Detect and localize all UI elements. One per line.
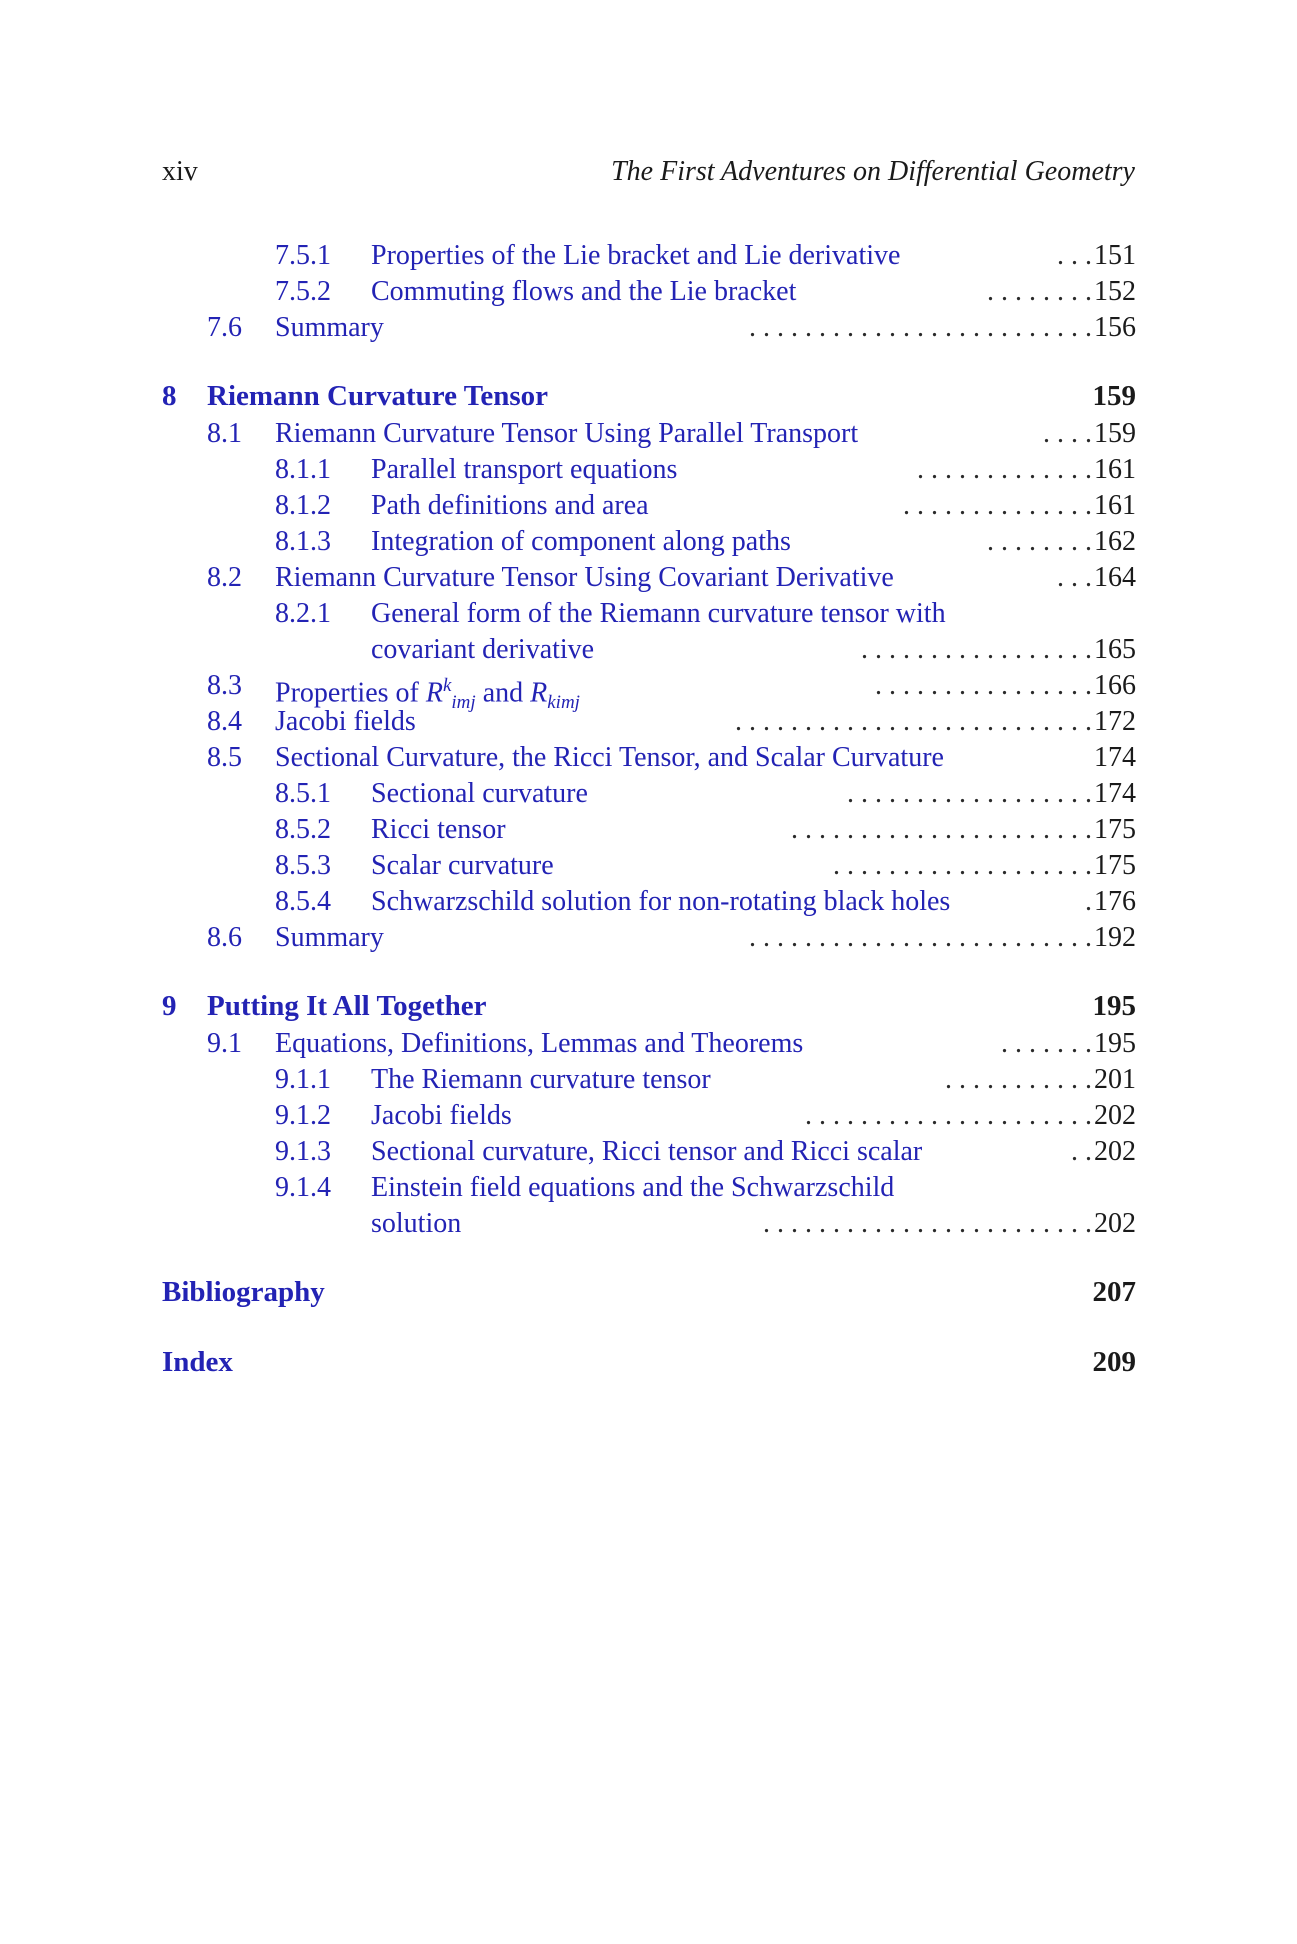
toc-index[interactable]: [162, 1342, 1136, 1382]
toc-entry-8-2-1-continued[interactable]: [162, 632, 1136, 668]
toc-page: 161: [1094, 490, 1136, 521]
toc-title[interactable]: General form of the Riemann curvature tensor with: [371, 598, 946, 629]
leader-dots: . . . . . . . . . . . . . . . . . . . . . . . .: [763, 1208, 1092, 1239]
index-title[interactable]: Index: [162, 1346, 233, 1378]
toc-number: 8.4: [207, 706, 242, 737]
toc-page: 161: [1094, 454, 1136, 485]
toc-title[interactable]: Ricci tensor: [371, 814, 506, 845]
toc-page: 201: [1094, 1064, 1136, 1095]
toc-number: 9.1.1: [275, 1064, 331, 1095]
index-page: 209: [1092, 1346, 1136, 1378]
leader-dots: . . . . . . . . . . . . . . . .: [875, 670, 1092, 701]
toc-entry-8-5[interactable]: [162, 740, 1136, 776]
toc-number: 8.1.1: [275, 454, 331, 485]
toc-entry-9-1[interactable]: [162, 1026, 1136, 1062]
toc-entry-8-1-1[interactable]: [162, 452, 1136, 488]
toc-entry-8-2[interactable]: [162, 560, 1136, 596]
toc-number: 8.1: [207, 418, 242, 449]
chapter-title[interactable]: Putting It All Together: [207, 990, 487, 1022]
running-title: The First Adventures on Differential Geometry: [611, 156, 1135, 187]
toc-number: 7.5.2: [275, 276, 331, 307]
toc-number: 8.2: [207, 562, 242, 593]
toc-page: 202: [1094, 1136, 1136, 1167]
toc-chapter-8[interactable]: [162, 376, 1136, 416]
bibliography-title[interactable]: Bibliography: [162, 1276, 325, 1308]
toc-title[interactable]: Jacobi fields: [371, 1100, 512, 1131]
toc-entry-7-6[interactable]: [162, 310, 1136, 346]
toc-number: 9.1.3: [275, 1136, 331, 1167]
toc-title[interactable]: Jacobi fields: [275, 706, 416, 737]
leader-dots: . . . . . . . . . . .: [945, 1064, 1092, 1095]
toc-title-continued[interactable]: covariant derivative: [371, 634, 595, 665]
toc-page: 174: [1094, 778, 1136, 809]
leader-dots: . . . . . . . . . . . . . . . . . .: [847, 778, 1092, 809]
leader-dots: . . . . . . . . . . . . . . . . . . .: [833, 850, 1092, 881]
toc-entry-9-1-2[interactable]: [162, 1098, 1136, 1134]
toc-page: 195: [1094, 1028, 1136, 1059]
toc-entry-9-1-1[interactable]: [162, 1062, 1136, 1098]
toc-page: 151: [1094, 240, 1136, 271]
toc-entry-8-5-4[interactable]: [162, 884, 1136, 920]
toc-number: 7.5.1: [275, 240, 331, 271]
toc-entry-8-6[interactable]: [162, 920, 1136, 956]
toc-number: 8.1.3: [275, 526, 331, 557]
leader-dots: . . .: [1057, 240, 1092, 271]
toc-entry-8-1[interactable]: [162, 416, 1136, 452]
toc-page: 175: [1094, 850, 1136, 881]
toc-title[interactable]: Properties of the Lie bracket and Lie derivative: [371, 240, 901, 271]
toc-title[interactable]: Summary: [275, 922, 384, 953]
subscript-kimj: kimj: [547, 691, 580, 713]
toc-title[interactable]: Schwarzschild solution for non-rotating black holes: [371, 886, 951, 917]
toc-title[interactable]: Riemann Curvature Tensor Using Covariant Derivative: [275, 562, 894, 593]
leader-dots: . . . . . . . . . . . . . . . . . . . . .: [805, 1100, 1092, 1131]
toc-page: 162: [1094, 526, 1136, 557]
toc-page: 164: [1094, 562, 1136, 593]
toc-page: 172: [1094, 706, 1136, 737]
toc-number: 8.5.3: [275, 850, 331, 881]
toc-title[interactable]: Scalar curvature: [371, 850, 554, 881]
toc-title[interactable]: Parallel transport equations: [371, 454, 678, 485]
leader-dots: . . . . . . . . . . . . . . . . . . . . . . . . .: [749, 312, 1092, 343]
toc-title[interactable]: Sectional Curvature, the Ricci Tensor, and Scalar Curvature: [275, 742, 944, 773]
table-of-contents: [162, 238, 1136, 1382]
toc-entry-8-1-2[interactable]: [162, 488, 1136, 524]
toc-entry-8-3[interactable]: [162, 668, 1136, 713]
toc-title[interactable]: Summary: [275, 312, 384, 343]
superscript-k: k: [442, 675, 452, 696]
toc-entry-9-1-4[interactable]: [162, 1170, 1136, 1206]
toc-entry-9-1-4-continued[interactable]: [162, 1206, 1136, 1242]
leader-dots: . . . . . . . . . . . . . . . . .: [861, 634, 1092, 665]
toc-title-continued[interactable]: solution: [371, 1208, 462, 1239]
leader-dots: . . . . . . .: [1001, 1028, 1092, 1059]
leader-dots: . . . . . . . . . . . . .: [917, 454, 1092, 485]
leader-dots: . . . .: [1043, 418, 1092, 449]
toc-page: 152: [1094, 276, 1136, 307]
toc-entry-7-5-1[interactable]: [162, 238, 1136, 274]
toc-entry-7-5-2[interactable]: [162, 274, 1136, 310]
leader-dots: . .: [1071, 1136, 1092, 1167]
leader-dots: . . .: [1057, 562, 1092, 593]
toc-page: 192: [1094, 922, 1136, 953]
toc-page: 202: [1094, 1208, 1136, 1239]
bibliography-page: 207: [1092, 1276, 1136, 1308]
page-number: xiv: [162, 156, 198, 187]
toc-page: 159: [1094, 418, 1136, 449]
chapter-page: 195: [1092, 990, 1136, 1022]
toc-number: 8.3: [207, 670, 242, 701]
leader-dots: . . . . . . . .: [987, 526, 1092, 557]
toc-entry-8-2-1[interactable]: [162, 596, 1136, 632]
chapter-number: 8: [162, 380, 177, 412]
toc-entry-8-4[interactable]: [162, 704, 1136, 740]
toc-title[interactable]: Sectional curvature: [371, 778, 588, 809]
leader-dots: . . . . . . . . . . . . . . . . . . . . . . . . .: [749, 922, 1092, 953]
toc-page: 166: [1094, 670, 1136, 701]
toc-number: 8.5.1: [275, 778, 331, 809]
toc-number: 8.5.2: [275, 814, 331, 845]
toc-title[interactable]: The Riemann curvature tensor: [371, 1064, 711, 1095]
toc-page: 202: [1094, 1100, 1136, 1131]
toc-number: 8.5.4: [275, 886, 331, 917]
toc-title[interactable]: Riemann Curvature Tensor Using Parallel Transport: [275, 418, 859, 449]
toc-title[interactable]: Integration of component along paths: [371, 526, 791, 557]
chapter-title[interactable]: Riemann Curvature Tensor: [207, 380, 549, 412]
toc-number: 9.1: [207, 1028, 242, 1059]
subscript-imj: imj: [451, 691, 476, 713]
toc-title[interactable]: Commuting flows and the Lie bracket: [371, 276, 797, 307]
toc-page: 176: [1094, 886, 1136, 917]
toc-number: 8.1.2: [275, 490, 331, 521]
leader-dots: . . . . . . . .: [987, 276, 1092, 307]
toc-title[interactable]: Sectional curvature, Ricci tensor and Ricci scalar: [371, 1136, 923, 1167]
toc-page: 174: [1094, 742, 1136, 773]
toc-number: 8.6: [207, 922, 242, 953]
riemann-symbol: R: [425, 677, 443, 709]
leader-dots: . . . . . . . . . . . . . . . . . . . . . . . . . .: [735, 706, 1092, 737]
toc-entry-9-1-3[interactable]: [162, 1134, 1136, 1170]
toc-title[interactable]: Path definitions and area: [371, 490, 649, 521]
toc-number: 9.1.4: [275, 1172, 331, 1203]
title-and: and: [475, 677, 531, 709]
toc-page: 165: [1094, 634, 1136, 665]
toc-number: 8.5: [207, 742, 242, 773]
toc-entry-8-5-3[interactable]: [162, 848, 1136, 884]
leader-dots: . . . . . . . . . . . . . . . . . . . . . .: [791, 814, 1092, 845]
toc-number: 8.2.1: [275, 598, 331, 629]
title-prefix: Properties of: [275, 677, 426, 709]
toc-page: 175: [1094, 814, 1136, 845]
toc-entry-8-5-1[interactable]: [162, 776, 1136, 812]
toc-title[interactable]: Einstein field equations and the Schwarzschild: [371, 1172, 895, 1203]
chapter-page: 159: [1092, 380, 1136, 412]
leader-dots: . . . . . . . . . . . . . .: [903, 490, 1092, 521]
toc-bibliography[interactable]: [162, 1272, 1136, 1312]
leader-dots: .: [1085, 886, 1092, 917]
toc-entry-8-1-3[interactable]: [162, 524, 1136, 560]
toc-page: 156: [1094, 312, 1136, 343]
chapter-number: 9: [162, 990, 177, 1022]
toc-chapter-9[interactable]: [162, 986, 1136, 1026]
toc-number: 7.6: [207, 312, 242, 343]
toc-number: 9.1.2: [275, 1100, 331, 1131]
toc-title[interactable]: Equations, Definitions, Lemmas and Theorems: [275, 1028, 804, 1059]
riemann-symbol-lowered: R: [530, 677, 548, 709]
toc-entry-8-5-2[interactable]: [162, 812, 1136, 848]
